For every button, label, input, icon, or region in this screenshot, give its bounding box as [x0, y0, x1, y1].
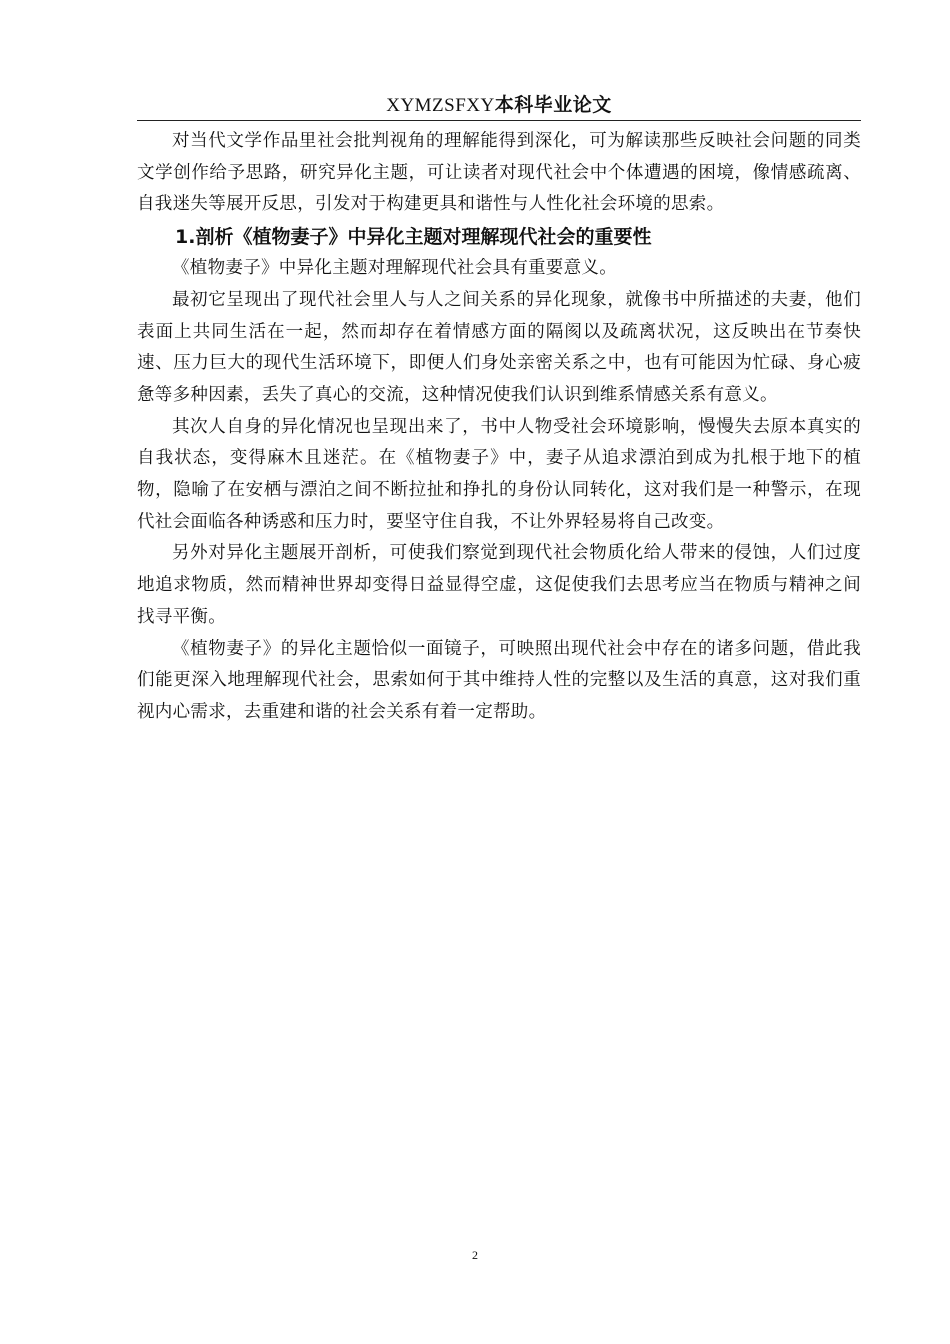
header-title: 本科毕业论文	[494, 94, 612, 116]
paragraph: 对当代文学作品里社会批判视角的理解能得到深化，可为解读那些反映社会问题的同类文学创作给予思路，研究异化主题，可让读者对现代社会中个体遭遇的困境，像情感疏离、自我迷失等展开反思，引发对于构建更具和谐性与人性化社会环境的思索。	[137, 131, 861, 215]
header-rule	[137, 120, 861, 121]
page-header	[137, 92, 861, 119]
header-code: XYMZSFXY	[386, 95, 495, 116]
section-heading: 1.剖析《植物妻子》中异化主题对理解现代社会的重要性	[175, 226, 652, 249]
paragraph: 另外对异化主题展开剖析，可使我们察觉到现代社会物质化给人带来的侵蚀，人们过度地追求物质，然而精神世界却变得日益显得空虚，这促使我们去思考应当在物质与精神之间找寻平衡。	[137, 543, 861, 627]
paragraph: 最初它呈现出了现代社会里人与人之间关系的异化现象，就像书中所描述的夫妻，他们表面上共同生活在一起，然而却存在着情感方面的隔阂以及疏离状况，这反映出在节奏快速、压力巨大的现代生活环境下，即便人们身处亲密关系之中，也有可能因为忙碌、身心疲惫等多种因素，丢失了真心的交流，这种情况使我们认识到维系情感关系有意义。	[137, 289, 861, 405]
paragraph: 《植物妻子》的异化主题恰似一面镜子，可映照出现代社会中存在的诸多问题，借此我们能更深入地理解现代社会，思索如何于其中维持人性的完整以及生活的真意，这对我们重视内心需求，去重建和谐的社会关系有着一定帮助。	[137, 638, 861, 722]
page-number: 2	[472, 1248, 478, 1262]
document-body	[137, 126, 861, 729]
paragraph: 其次人自身的异化情况也呈现出来了，书中人物受社会环境影响，慢慢失去原本真实的自我状态，变得麻木且迷茫。在《植物妻子》中，妻子从追求漂泊到成为扎根于地下的植物，隐喻了在安栖与漂泊之间不断拉扯和挣扎的身份认同转化，这对我们是一种警示，在现代社会面临各种诱惑和压力时，要坚守住自我，不让外界轻易将自己改变。	[137, 416, 861, 532]
paragraph: 《植物妻子》中异化主题对理解现代社会具有重要意义。	[172, 258, 617, 279]
